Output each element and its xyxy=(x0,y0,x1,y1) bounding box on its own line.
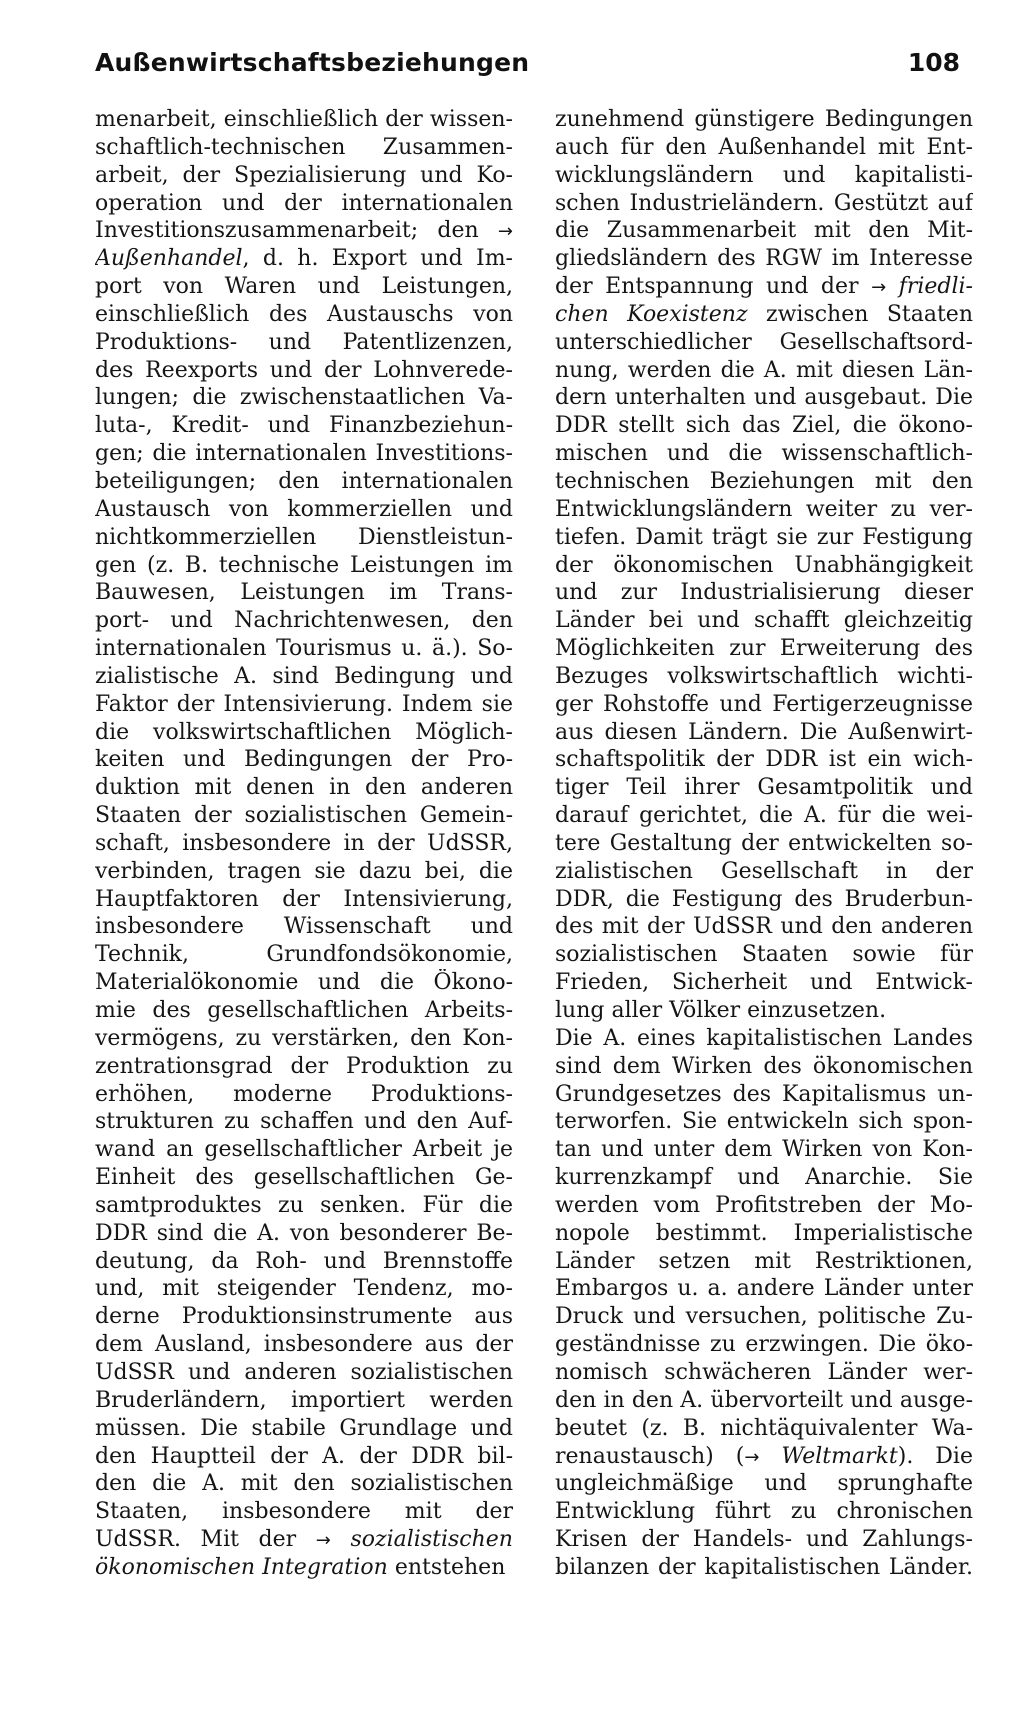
text-line xyxy=(555,719,973,747)
text-segment: Länder setzen mit Restriktionen, xyxy=(555,1248,973,1274)
text-segment: zialistische A. sind Bedingung und xyxy=(95,663,513,689)
text-segment: Technik, Grundfondsökonomie, xyxy=(95,942,513,968)
text-line xyxy=(95,691,513,719)
right-text-column xyxy=(555,106,973,1582)
text-line xyxy=(555,1164,973,1192)
cross-reference-arrow-icon: → xyxy=(315,1530,331,1552)
text-line xyxy=(555,1331,973,1359)
text-segment: erhöhen, moderne Produktions- xyxy=(95,1081,513,1107)
text-segment: tiefen. Damit trägt sie zur Festigung xyxy=(555,524,973,550)
text-segment: dem Ausland, insbesondere aus der xyxy=(95,1332,513,1358)
text-line xyxy=(95,496,513,524)
text-line xyxy=(95,273,513,301)
text-line xyxy=(555,468,973,496)
text-line xyxy=(555,886,973,914)
text-line xyxy=(95,329,513,357)
left-text-column xyxy=(95,106,513,1582)
text-segment: entstehen xyxy=(387,1554,506,1580)
text-segment: ungleichmäßige und sprunghafte xyxy=(555,1471,973,1497)
text-segment: Investitionszusammenarbeit; den xyxy=(95,218,498,244)
text-line xyxy=(555,1303,973,1331)
text-line xyxy=(95,1387,513,1415)
text-line xyxy=(95,1108,513,1136)
text-segment: luta-, Kredit- und Finanzbeziehun- xyxy=(95,413,513,439)
text-line xyxy=(95,384,513,412)
text-segment: sozialistischen Staaten sowie für xyxy=(555,942,973,968)
text-line xyxy=(555,1526,973,1554)
text-segment: Grundgesetzes des Kapitalismus un- xyxy=(555,1081,973,1107)
text-segment: mie des gesellschaftlichen Arbeits- xyxy=(95,998,513,1023)
text-segment: internationalen Tourismus u. ä.). So- xyxy=(95,636,513,662)
text-line xyxy=(95,913,513,941)
text-segment: menarbeit, einschließlich der wissen- xyxy=(95,107,513,132)
text-line xyxy=(95,830,513,858)
text-segment: Bruderländern, importiert werden xyxy=(95,1387,513,1413)
text-segment: arbeit, der Spezialisierung und Ko- xyxy=(95,162,513,188)
text-line xyxy=(95,217,513,245)
text-segment: und zur Industrialisierung dieser xyxy=(555,580,973,606)
text-line xyxy=(555,1248,973,1276)
text-line xyxy=(555,746,973,774)
text-line xyxy=(555,913,973,941)
text-line xyxy=(555,301,973,329)
text-segment: lungen; die zwischenstaatlichen Va- xyxy=(95,385,513,411)
text-segment: lung aller Völker einzusetzen. xyxy=(555,998,887,1023)
text-line xyxy=(95,1331,513,1359)
text-line xyxy=(95,245,513,273)
text-segment: Embargos u. a. andere Länder unter xyxy=(555,1276,973,1302)
text-line xyxy=(555,1136,973,1164)
text-segment: Faktor der Intensivierung. Indem sie xyxy=(95,691,513,717)
text-segment: gen (z. B. technische Leistungen im xyxy=(95,552,513,578)
text-line xyxy=(95,1554,513,1582)
text-segment: renaustausch) ( xyxy=(555,1443,745,1469)
text-line xyxy=(555,941,973,969)
text-segment: port- und Nachrichtenwesen, den xyxy=(95,608,513,634)
text-line xyxy=(555,607,973,635)
text-line xyxy=(555,858,973,886)
text-line xyxy=(95,412,513,440)
text-line xyxy=(95,440,513,468)
text-line xyxy=(555,1081,973,1109)
text-line xyxy=(555,134,973,162)
text-segment: schen Industrieländern. Gestützt auf xyxy=(555,190,973,216)
text-line xyxy=(555,1108,973,1136)
text-segment: ger Rohstoffe und Fertigerzeugnisse xyxy=(555,691,973,717)
text-segment: zunehmend günstigere Bedingungen xyxy=(555,107,973,132)
text-line xyxy=(95,1136,513,1164)
text-line xyxy=(95,301,513,329)
text-segment: terworfen. Sie entwickeln sich spon- xyxy=(555,1109,973,1135)
text-segment: Entwicklung führt zu chronischen xyxy=(555,1499,973,1525)
text-line xyxy=(555,802,973,830)
text-segment: dern unterhalten und ausgebaut. Die xyxy=(555,385,973,411)
text-segment: Materialökonomie und die Ökono- xyxy=(95,970,513,996)
text-segment: gliedsländern des RGW im Interesse xyxy=(555,246,973,272)
text-segment: ). Die xyxy=(897,1443,973,1469)
text-line xyxy=(555,1025,973,1053)
text-segment: der Entspannung und der xyxy=(555,274,872,300)
text-line xyxy=(555,1192,973,1220)
text-line xyxy=(95,997,513,1025)
cross-reference-arrow-icon: → xyxy=(871,277,887,299)
text-line xyxy=(95,468,513,496)
text-line xyxy=(555,635,973,663)
text-segment: tan und unter dem Wirken von Kon- xyxy=(555,1137,973,1163)
text-segment: schaftspolitik der DDR ist ein wich- xyxy=(555,747,973,773)
text-segment: darauf gerichtet, die A. für die wei- xyxy=(555,803,973,829)
text-segment: der ökonomischen Unabhängigkeit xyxy=(555,552,973,578)
text-line xyxy=(555,440,973,468)
text-segment: Bezuges volkswirtschaftlich wichti- xyxy=(555,663,973,689)
text-line xyxy=(555,1387,973,1415)
text-segment: den die A. mit den sozialistischen xyxy=(95,1471,513,1497)
text-segment: , d. h. Export und Im- xyxy=(242,246,513,272)
text-line xyxy=(95,886,513,914)
text-segment: Möglichkeiten zur Erweiterung des xyxy=(555,636,973,662)
text-segment: mischen und die wissenschaftlich- xyxy=(555,441,973,467)
text-line xyxy=(555,1443,973,1471)
text-segment: DDR sind die A. von besonderer Be- xyxy=(95,1220,513,1246)
text-segment: Druck und versuchen, politische Zu- xyxy=(555,1304,973,1330)
text-segment: Die A. eines kapitalistischen Landes xyxy=(555,1025,973,1051)
text-segment: Austausch von kommerziellen und xyxy=(95,496,513,522)
text-line xyxy=(95,1081,513,1109)
text-line xyxy=(95,969,513,997)
text-line xyxy=(95,858,513,886)
text-line xyxy=(95,1220,513,1248)
text-segment: schaftlich-technischen Zusammen- xyxy=(95,134,513,160)
text-segment: kurrenzkampf und Anarchie. Sie xyxy=(555,1165,973,1191)
text-line xyxy=(555,162,973,190)
text-segment: unterschiedlicher Gesellschaftsord- xyxy=(555,329,973,355)
text-segment: zialistischen Gesellschaft in der xyxy=(555,858,973,884)
text-segment: nichtkommerziellen Dienstleistun- xyxy=(95,524,513,550)
text-line xyxy=(95,162,513,190)
text-segment: tere Gestaltung der entwickelten so- xyxy=(555,830,973,856)
text-line xyxy=(555,384,973,412)
text-segment: nopole bestimmt. Imperialistische xyxy=(555,1220,973,1246)
text-line xyxy=(555,1470,973,1498)
text-line xyxy=(555,997,973,1025)
text-segment: müssen. Die stabile Grundlage und xyxy=(95,1415,513,1441)
text-line xyxy=(555,329,973,357)
text-segment: derne Produktionsinstrumente aus xyxy=(95,1304,513,1330)
text-segment: Länder bei und schafft gleichzeitig xyxy=(555,608,973,634)
text-line xyxy=(95,607,513,635)
text-line xyxy=(95,1053,513,1081)
text-segment: den in den A. übervorteilt und ausge- xyxy=(555,1387,973,1413)
text-line xyxy=(555,774,973,802)
text-line xyxy=(95,106,513,134)
text-line xyxy=(555,1498,973,1526)
text-segment: Staaten, insbesondere mit der xyxy=(95,1499,513,1525)
text-line xyxy=(555,1053,973,1081)
text-segment: DDR, die Festigung des Bruderbun- xyxy=(555,886,973,912)
text-line xyxy=(555,552,973,580)
text-line xyxy=(555,830,973,858)
text-line xyxy=(555,691,973,719)
text-segment: insbesondere Wissenschaft und xyxy=(95,914,513,940)
text-line xyxy=(555,1359,973,1387)
text-line xyxy=(95,774,513,802)
text-line xyxy=(95,719,513,747)
text-segment: beteiligungen; den internationalen xyxy=(95,468,513,494)
text-segment: operation und der internationalen xyxy=(95,190,513,216)
cross-reference-term: sozialistischen xyxy=(350,1527,513,1553)
running-head-title: Außenwirtschaftsbeziehungen xyxy=(95,48,530,77)
text-line xyxy=(95,1025,513,1053)
text-segment: und, mit steigender Tendenz, mo- xyxy=(95,1276,513,1302)
text-line xyxy=(95,1443,513,1471)
text-segment: wicklungsländern und kapitalisti- xyxy=(555,162,973,188)
text-segment: auch für den Außenhandel mit Ent- xyxy=(555,134,973,160)
text-line xyxy=(555,106,973,134)
text-segment: Bauwesen, Leistungen im Trans- xyxy=(95,580,513,606)
text-line xyxy=(95,941,513,969)
text-line xyxy=(555,524,973,552)
text-segment: einschließlich des Austauschs von xyxy=(95,301,513,327)
text-segment: sind dem Wirken des ökonomischen xyxy=(555,1053,973,1079)
text-line xyxy=(95,1164,513,1192)
cross-reference-arrow-icon: → xyxy=(744,1446,760,1468)
text-segment xyxy=(886,274,899,299)
text-segment: die volkswirtschaftlichen Möglich- xyxy=(95,719,513,745)
text-segment: des Reexports und der Lohnverede- xyxy=(95,357,513,383)
cross-reference-term: ökonomischen Integration xyxy=(95,1554,388,1580)
text-line xyxy=(95,134,513,162)
text-line xyxy=(555,190,973,218)
text-line xyxy=(95,190,513,218)
text-segment: nomisch schwächeren Länder wer- xyxy=(555,1359,973,1385)
text-segment: deutung, da Roh- und Brennstoffe xyxy=(95,1248,513,1274)
text-segment: geständnisse zu erzwingen. Die öko- xyxy=(555,1332,973,1358)
text-line xyxy=(95,552,513,580)
text-segment: bilanzen der kapitalistischen Länder. xyxy=(555,1554,973,1580)
text-segment: Frieden, Sicherheit und Entwick- xyxy=(555,970,973,996)
text-segment: vermögens, zu verstärken, den Kon- xyxy=(95,1025,513,1051)
text-line xyxy=(555,412,973,440)
cross-reference-term: friedli- xyxy=(898,274,973,300)
text-line xyxy=(95,1275,513,1303)
text-segment: gen; die internationalen Investitions- xyxy=(95,441,513,467)
text-line xyxy=(95,1359,513,1387)
text-line xyxy=(555,273,973,301)
text-line xyxy=(555,579,973,607)
text-segment: den Hauptteil der A. der DDR bil- xyxy=(95,1443,513,1469)
text-segment: verbinden, tragen sie dazu bei, die xyxy=(95,858,513,884)
text-line xyxy=(95,524,513,552)
text-segment: die Zusammenarbeit mit den Mit- xyxy=(555,218,973,244)
text-line xyxy=(95,746,513,774)
text-line xyxy=(95,663,513,691)
text-segment xyxy=(759,1444,781,1469)
text-line xyxy=(555,1415,973,1443)
text-segment: beutet (z. B. nichtäquivalenter Wa- xyxy=(555,1415,973,1441)
text-line xyxy=(95,1526,513,1554)
text-segment: nung, werden die A. mit diesen Län- xyxy=(555,357,973,383)
cross-reference-term: Außenhandel xyxy=(95,246,243,272)
text-segment: tiger Teil ihrer Gesamtpolitik und xyxy=(555,775,973,801)
text-segment: technischen Beziehungen mit den xyxy=(555,468,973,494)
text-line xyxy=(95,579,513,607)
text-segment: des mit der UdSSR und den anderen xyxy=(555,914,973,940)
text-line xyxy=(555,1554,973,1582)
cross-reference-arrow-icon: → xyxy=(497,221,513,243)
text-segment: Produktions- und Patentlizenzen, xyxy=(95,329,513,355)
text-line xyxy=(555,663,973,691)
cross-reference-term: chen Koexistenz xyxy=(555,301,748,327)
text-segment: schaft, insbesondere in der UdSSR, xyxy=(95,830,513,856)
text-segment: werden vom Profitstreben der Mo- xyxy=(555,1192,973,1218)
text-line xyxy=(555,357,973,385)
text-line xyxy=(95,635,513,663)
text-line xyxy=(555,969,973,997)
text-line xyxy=(95,1303,513,1331)
text-segment: UdSSR und anderen sozialistischen xyxy=(95,1359,513,1385)
text-segment: zwischen Staaten xyxy=(747,301,973,327)
text-segment: samtproduktes zu senken. Für die xyxy=(95,1192,513,1218)
text-line xyxy=(95,357,513,385)
text-line xyxy=(555,217,973,245)
text-segment: keiten und Bedingungen der Pro- xyxy=(95,747,513,773)
text-segment: wand an gesellschaftlicher Arbeit je xyxy=(95,1137,513,1163)
text-line xyxy=(95,1470,513,1498)
text-line xyxy=(95,1248,513,1276)
text-segment: port von Waren und Leistungen, xyxy=(95,274,513,300)
text-line xyxy=(555,496,973,524)
text-line xyxy=(95,1415,513,1443)
text-segment: Hauptfaktoren der Intensivierung, xyxy=(95,886,513,912)
text-segment: Entwicklungsländern weiter zu ver- xyxy=(555,496,973,522)
text-line xyxy=(95,802,513,830)
text-segment: zentrationsgrad der Produktion zu xyxy=(95,1053,513,1079)
text-segment: Staaten der sozialistischen Gemein- xyxy=(95,803,513,829)
text-segment: UdSSR. Mit der xyxy=(95,1527,316,1553)
text-line xyxy=(95,1498,513,1526)
text-segment xyxy=(331,1527,351,1552)
page-number: 108 xyxy=(907,48,960,77)
cross-reference-term: Weltmarkt xyxy=(781,1443,898,1469)
text-line xyxy=(555,1220,973,1248)
text-segment: duktion mit denen in den anderen xyxy=(95,775,513,801)
text-line xyxy=(555,1275,973,1303)
text-line xyxy=(555,245,973,273)
text-segment: strukturen zu schaffen und den Auf- xyxy=(95,1109,513,1135)
text-segment: DDR stellt sich das Ziel, die ökono- xyxy=(555,413,973,439)
text-line xyxy=(95,1192,513,1220)
text-segment: Einheit des gesellschaftlichen Ge- xyxy=(95,1165,513,1191)
text-segment: aus diesen Ländern. Die Außenwirt- xyxy=(555,719,973,745)
text-segment: Krisen der Handels- und Zahlungs- xyxy=(555,1527,973,1553)
